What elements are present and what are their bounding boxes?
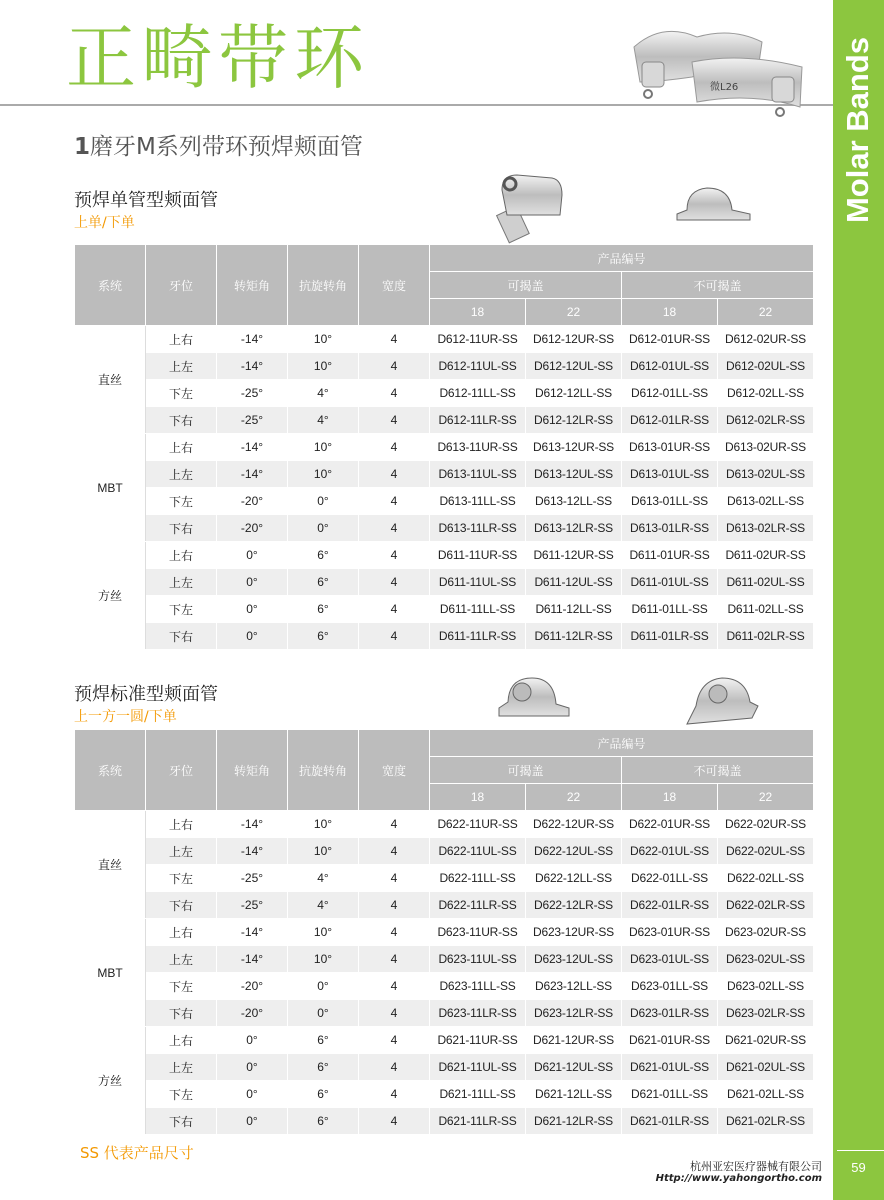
code-cell: D613-02UR-SS: [718, 434, 814, 461]
tooth-cell: 下右: [146, 1000, 217, 1027]
code-cell: D621-02UL-SS: [718, 1054, 814, 1081]
section1-title: 预焊单管型颊面管: [74, 190, 218, 211]
code-cell: D621-11UL-SS: [430, 1054, 526, 1081]
code-cell: D623-01LL-SS: [622, 973, 718, 1000]
table-row: [75, 946, 814, 973]
width-cell: 4: [359, 865, 430, 892]
torque-cell: -14°: [217, 353, 288, 380]
header-size-22: 22: [718, 299, 814, 326]
system-cell: 方丝: [75, 542, 146, 650]
code-cell: D621-11LR-SS: [430, 1108, 526, 1135]
tooth-cell: 上右: [146, 1027, 217, 1054]
header-size-22: 22: [526, 299, 622, 326]
code-cell: D612-12UL-SS: [526, 353, 622, 380]
code-cell: D612-12UR-SS: [526, 326, 622, 353]
width-cell: 4: [359, 1000, 430, 1027]
torque-cell: -20°: [217, 488, 288, 515]
header-width: 宽度: [359, 245, 430, 326]
rotation-cell: 10°: [288, 946, 359, 973]
rotation-cell: 4°: [288, 380, 359, 407]
table-row: [75, 1054, 814, 1081]
torque-cell: -14°: [217, 461, 288, 488]
code-cell: D612-12LR-SS: [526, 407, 622, 434]
torque-cell: -14°: [217, 946, 288, 973]
header-torque: 转矩角: [217, 730, 288, 811]
code-cell: D622-02LR-SS: [718, 892, 814, 919]
table-row: [75, 1027, 814, 1054]
page-number: 59: [851, 1160, 866, 1175]
code-cell: D613-12LL-SS: [526, 488, 622, 515]
system-cell: MBT: [75, 919, 146, 1027]
sidebar-divider: [837, 1150, 884, 1151]
tooth-cell: 下右: [146, 515, 217, 542]
tooth-cell: 上右: [146, 919, 217, 946]
rotation-cell: 0°: [288, 515, 359, 542]
standard-tube-side-illustration: [682, 666, 762, 730]
code-cell: D621-01LL-SS: [622, 1081, 718, 1108]
code-cell: D622-11LL-SS: [430, 865, 526, 892]
header-width: 宽度: [359, 730, 430, 811]
code-cell: D622-11UL-SS: [430, 838, 526, 865]
tooth-cell: 下右: [146, 1108, 217, 1135]
code-cell: D621-12UR-SS: [526, 1027, 622, 1054]
section2-subtitle: 上一方一圆/下单: [74, 709, 177, 725]
code-cell: D622-01UL-SS: [622, 838, 718, 865]
tooth-cell: 下右: [146, 623, 217, 650]
tooth-cell: 上左: [146, 569, 217, 596]
header-fixed: 不可揭盖: [622, 272, 814, 299]
tooth-cell: 下左: [146, 380, 217, 407]
rotation-cell: 6°: [288, 623, 359, 650]
width-cell: 4: [359, 407, 430, 434]
code-cell: D623-01UL-SS: [622, 946, 718, 973]
torque-cell: 0°: [217, 1081, 288, 1108]
header-removable: 可揭盖: [430, 757, 622, 784]
code-cell: D623-11UR-SS: [430, 919, 526, 946]
code-cell: D622-02LL-SS: [718, 865, 814, 892]
code-cell: D623-11LL-SS: [430, 973, 526, 1000]
code-cell: D611-01UL-SS: [622, 569, 718, 596]
code-cell: D613-02UL-SS: [718, 461, 814, 488]
table-row: [75, 326, 814, 353]
code-cell: D623-02UL-SS: [718, 946, 814, 973]
code-cell: D611-12LL-SS: [526, 596, 622, 623]
torque-cell: 0°: [217, 623, 288, 650]
tooth-cell: 上左: [146, 1054, 217, 1081]
table-body: [75, 811, 814, 1135]
torque-cell: -20°: [217, 1000, 288, 1027]
code-cell: D623-12LL-SS: [526, 973, 622, 1000]
code-cell: D611-11UL-SS: [430, 569, 526, 596]
code-cell: D622-12UL-SS: [526, 838, 622, 865]
tooth-cell: 下左: [146, 488, 217, 515]
torque-cell: -25°: [217, 865, 288, 892]
rotation-cell: 10°: [288, 811, 359, 838]
table-row: [75, 1108, 814, 1135]
tooth-cell: 下左: [146, 973, 217, 1000]
torque-cell: 0°: [217, 1054, 288, 1081]
width-cell: 4: [359, 515, 430, 542]
code-cell: D623-01UR-SS: [622, 919, 718, 946]
code-cell: D621-01UL-SS: [622, 1054, 718, 1081]
code-cell: D622-01LR-SS: [622, 892, 718, 919]
tooth-cell: 下右: [146, 407, 217, 434]
code-cell: D611-12UR-SS: [526, 542, 622, 569]
width-cell: 4: [359, 623, 430, 650]
code-cell: D621-01UR-SS: [622, 1027, 718, 1054]
width-cell: 4: [359, 1027, 430, 1054]
torque-cell: -14°: [217, 838, 288, 865]
code-cell: D613-11LR-SS: [430, 515, 526, 542]
code-cell: D613-12UR-SS: [526, 434, 622, 461]
torque-cell: -14°: [217, 434, 288, 461]
code-cell: D622-12UR-SS: [526, 811, 622, 838]
code-cell: D611-11LR-SS: [430, 623, 526, 650]
width-cell: 4: [359, 434, 430, 461]
company-name: 杭州亚宏医疗器械有限公司: [690, 1160, 822, 1173]
tooth-cell: 上右: [146, 434, 217, 461]
code-cell: D612-02LR-SS: [718, 407, 814, 434]
table-row: [75, 838, 814, 865]
header-tooth: 牙位: [146, 730, 217, 811]
table-row: [75, 569, 814, 596]
code-cell: D611-11LL-SS: [430, 596, 526, 623]
code-cell: D623-11UL-SS: [430, 946, 526, 973]
rotation-cell: 6°: [288, 569, 359, 596]
header-size-18: 18: [622, 784, 718, 811]
table-row: [75, 596, 814, 623]
code-cell: D621-11LL-SS: [430, 1081, 526, 1108]
code-cell: D612-02UL-SS: [718, 353, 814, 380]
header-product-code: 产品编号: [430, 245, 814, 272]
header-rotation: 抗旋转角: [288, 245, 359, 326]
rotation-cell: 0°: [288, 1000, 359, 1027]
code-cell: D623-12LR-SS: [526, 1000, 622, 1027]
code-cell: D623-02LR-SS: [718, 1000, 814, 1027]
table-row: [75, 434, 814, 461]
rotation-cell: 6°: [288, 596, 359, 623]
sidebar-label: Molar Bands: [840, 36, 875, 224]
code-cell: D611-11UR-SS: [430, 542, 526, 569]
header-product-code: 产品编号: [430, 730, 814, 757]
table-row: [75, 919, 814, 946]
tooth-cell: 下左: [146, 596, 217, 623]
code-cell: D622-02UL-SS: [718, 838, 814, 865]
code-cell: D613-11LL-SS: [430, 488, 526, 515]
width-cell: 4: [359, 488, 430, 515]
torque-cell: -14°: [217, 919, 288, 946]
table-row: [75, 892, 814, 919]
sidebar-band: [833, 0, 884, 1200]
width-cell: 4: [359, 542, 430, 569]
system-cell: 直丝: [75, 326, 146, 434]
table-row: [75, 973, 814, 1000]
table-row: [75, 865, 814, 892]
system-cell: 方丝: [75, 1027, 146, 1135]
code-cell: D621-02LL-SS: [718, 1081, 814, 1108]
width-cell: 4: [359, 1108, 430, 1135]
code-cell: D622-02UR-SS: [718, 811, 814, 838]
header-size-18: 18: [430, 299, 526, 326]
width-cell: 4: [359, 1054, 430, 1081]
tooth-cell: 上左: [146, 353, 217, 380]
header-fixed: 不可揭盖: [622, 757, 814, 784]
width-cell: 4: [359, 353, 430, 380]
rotation-cell: 0°: [288, 488, 359, 515]
rotation-cell: 4°: [288, 407, 359, 434]
system-cell: 直丝: [75, 811, 146, 919]
molar-band-illustration: [622, 22, 822, 127]
code-cell: D622-01LL-SS: [622, 865, 718, 892]
page-title: 正畸带环: [66, 17, 370, 99]
section-title: 1磨牙M系列带环预焊颊面管: [74, 134, 363, 160]
header-size-22: 22: [718, 784, 814, 811]
code-cell: D621-11UR-SS: [430, 1027, 526, 1054]
code-cell: D611-12UL-SS: [526, 569, 622, 596]
code-cell: D611-01LL-SS: [622, 596, 718, 623]
rotation-cell: 6°: [288, 1054, 359, 1081]
tooth-cell: 下左: [146, 865, 217, 892]
code-cell: D611-02LL-SS: [718, 596, 814, 623]
rotation-cell: 10°: [288, 461, 359, 488]
rotation-cell: 6°: [288, 542, 359, 569]
rotation-cell: 10°: [288, 919, 359, 946]
torque-cell: -25°: [217, 407, 288, 434]
code-cell: D613-02LL-SS: [718, 488, 814, 515]
table-row: [75, 488, 814, 515]
tooth-cell: 下右: [146, 892, 217, 919]
header-rotation: 抗旋转角: [288, 730, 359, 811]
code-cell: D622-11LR-SS: [430, 892, 526, 919]
single-tube-illustration: [492, 170, 572, 245]
code-cell: D613-12UL-SS: [526, 461, 622, 488]
width-cell: 4: [359, 973, 430, 1000]
rotation-cell: 4°: [288, 892, 359, 919]
torque-cell: 0°: [217, 542, 288, 569]
header-torque: 转矩角: [217, 245, 288, 326]
code-cell: D613-11UR-SS: [430, 434, 526, 461]
code-cell: D623-02UR-SS: [718, 919, 814, 946]
table-row: [75, 623, 814, 650]
table-row: [75, 542, 814, 569]
code-cell: D622-12LL-SS: [526, 865, 622, 892]
width-cell: 4: [359, 919, 430, 946]
code-cell: D621-02LR-SS: [718, 1108, 814, 1135]
width-cell: 4: [359, 892, 430, 919]
table-row: [75, 515, 814, 542]
header-system: 系统: [75, 245, 146, 326]
code-cell: D622-01UR-SS: [622, 811, 718, 838]
rotation-cell: 6°: [288, 1108, 359, 1135]
code-cell: D623-11LR-SS: [430, 1000, 526, 1027]
code-cell: D613-11UL-SS: [430, 461, 526, 488]
table-row: [75, 407, 814, 434]
torque-cell: -20°: [217, 515, 288, 542]
header-system: 系统: [75, 730, 146, 811]
code-cell: D611-01UR-SS: [622, 542, 718, 569]
code-cell: D613-01LL-SS: [622, 488, 718, 515]
header-size-18: 18: [622, 299, 718, 326]
rotation-cell: 10°: [288, 326, 359, 353]
system-cell: MBT: [75, 434, 146, 542]
table-row: [75, 1081, 814, 1108]
tooth-cell: 上左: [146, 838, 217, 865]
torque-cell: -25°: [217, 380, 288, 407]
width-cell: 4: [359, 569, 430, 596]
code-cell: D613-01UR-SS: [622, 434, 718, 461]
table-row: [75, 380, 814, 407]
rotation-cell: 0°: [288, 973, 359, 1000]
torque-cell: 0°: [217, 1027, 288, 1054]
code-cell: D623-01LR-SS: [622, 1000, 718, 1027]
rotation-cell: 10°: [288, 353, 359, 380]
torque-cell: 0°: [217, 569, 288, 596]
code-cell: D611-02UL-SS: [718, 569, 814, 596]
code-cell: D621-02UR-SS: [718, 1027, 814, 1054]
code-cell: D621-01LR-SS: [622, 1108, 718, 1135]
table-row: [75, 811, 814, 838]
code-cell: D623-02LL-SS: [718, 973, 814, 1000]
tooth-cell: 上左: [146, 946, 217, 973]
section2-title: 预焊标准型颊面管: [74, 684, 218, 705]
code-cell: D612-11LR-SS: [430, 407, 526, 434]
section1-subtitle: 上单/下单: [74, 215, 135, 231]
torque-cell: -25°: [217, 892, 288, 919]
code-cell: D612-01UR-SS: [622, 326, 718, 353]
code-cell: D612-02LL-SS: [718, 380, 814, 407]
torque-cell: -14°: [217, 811, 288, 838]
table-row: [75, 461, 814, 488]
rotation-cell: 6°: [288, 1081, 359, 1108]
code-cell: D612-11UR-SS: [430, 326, 526, 353]
tooth-cell: 下左: [146, 1081, 217, 1108]
code-cell: D621-12LL-SS: [526, 1081, 622, 1108]
code-cell: D613-01LR-SS: [622, 515, 718, 542]
table-row: [75, 1000, 814, 1027]
rotation-cell: 10°: [288, 838, 359, 865]
code-cell: D612-01LL-SS: [622, 380, 718, 407]
table-body: [75, 326, 814, 650]
width-cell: 4: [359, 596, 430, 623]
header-size-22: 22: [526, 784, 622, 811]
torque-cell: 0°: [217, 1108, 288, 1135]
torque-cell: -14°: [217, 326, 288, 353]
tooth-cell: 上右: [146, 811, 217, 838]
code-cell: D621-12LR-SS: [526, 1108, 622, 1135]
code-cell: D611-02LR-SS: [718, 623, 814, 650]
tooth-cell: 上右: [146, 542, 217, 569]
code-cell: D623-12UR-SS: [526, 919, 622, 946]
code-cell: D613-01UL-SS: [622, 461, 718, 488]
spec-table-single: [74, 244, 814, 650]
code-cell: D613-02LR-SS: [718, 515, 814, 542]
code-cell: D612-11UL-SS: [430, 353, 526, 380]
code-cell: D622-11UR-SS: [430, 811, 526, 838]
width-cell: 4: [359, 838, 430, 865]
tooth-cell: 上左: [146, 461, 217, 488]
width-cell: 4: [359, 946, 430, 973]
single-tube-side-illustration: [672, 180, 754, 230]
code-cell: D612-01LR-SS: [622, 407, 718, 434]
standard-tube-illustration: [494, 668, 572, 724]
company-url[interactable]: Http://www.yahongortho.com: [655, 1173, 822, 1184]
width-cell: 4: [359, 811, 430, 838]
width-cell: 4: [359, 461, 430, 488]
svg-text:微L26: 微L26: [710, 82, 739, 93]
code-cell: D613-12LR-SS: [526, 515, 622, 542]
code-cell: D621-12UL-SS: [526, 1054, 622, 1081]
header-removable: 可揭盖: [430, 272, 622, 299]
code-cell: D611-02UR-SS: [718, 542, 814, 569]
code-cell: D611-12LR-SS: [526, 623, 622, 650]
rotation-cell: 10°: [288, 434, 359, 461]
code-cell: D611-01LR-SS: [622, 623, 718, 650]
header-tooth: 牙位: [146, 245, 217, 326]
tooth-cell: 上右: [146, 326, 217, 353]
code-cell: D612-12LL-SS: [526, 380, 622, 407]
code-cell: D623-12UL-SS: [526, 946, 622, 973]
torque-cell: 0°: [217, 596, 288, 623]
spec-table-standard: [74, 729, 814, 1135]
torque-cell: -20°: [217, 973, 288, 1000]
width-cell: 4: [359, 1081, 430, 1108]
rotation-cell: 4°: [288, 865, 359, 892]
width-cell: 4: [359, 380, 430, 407]
table-row: [75, 353, 814, 380]
code-cell: D622-12LR-SS: [526, 892, 622, 919]
code-cell: D612-02UR-SS: [718, 326, 814, 353]
width-cell: 4: [359, 326, 430, 353]
header-size-18: 18: [430, 784, 526, 811]
size-note: SS 代表产品尺寸: [80, 1144, 194, 1162]
code-cell: D612-01UL-SS: [622, 353, 718, 380]
rotation-cell: 6°: [288, 1027, 359, 1054]
code-cell: D612-11LL-SS: [430, 380, 526, 407]
